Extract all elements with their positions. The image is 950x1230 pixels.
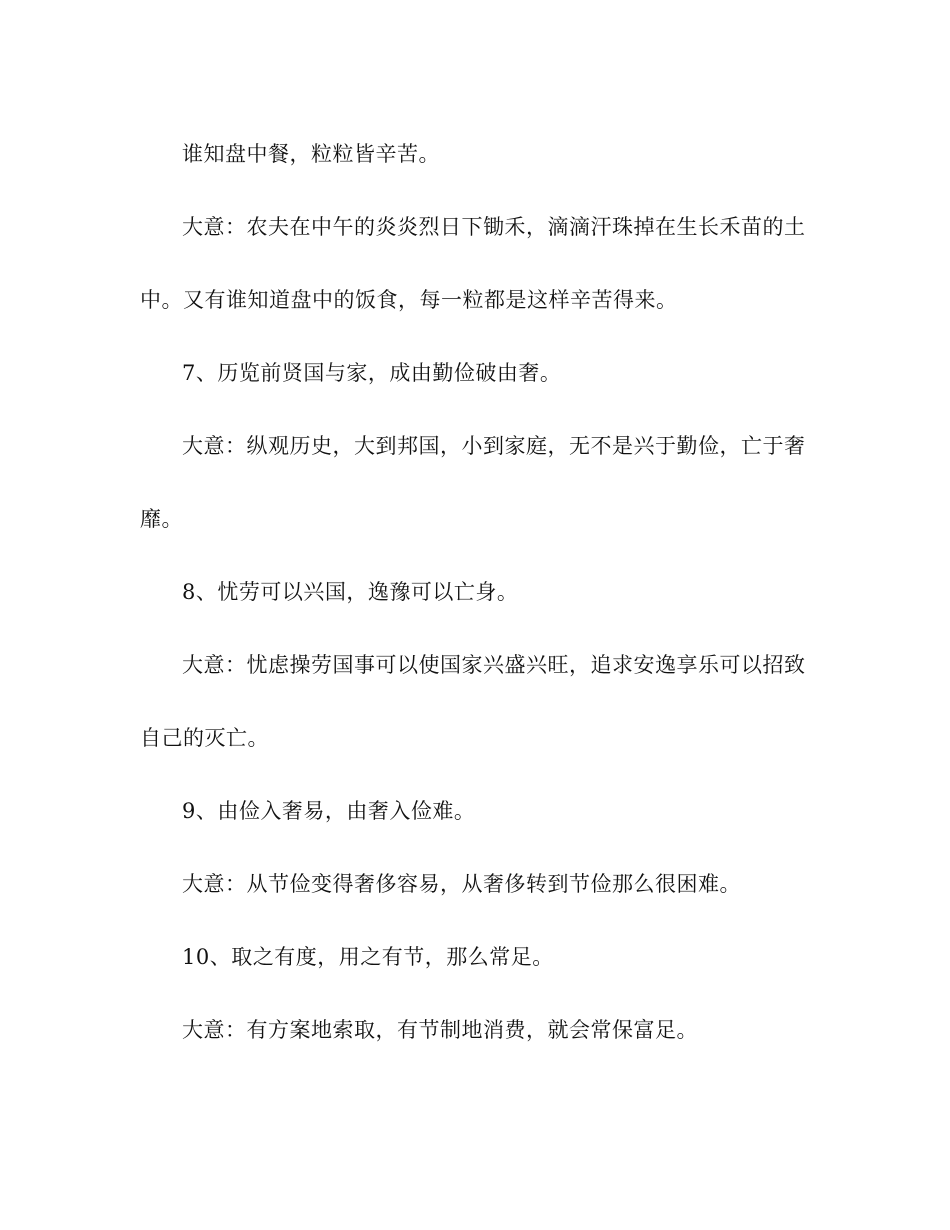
meaning-7-continued: 靡。 (140, 507, 183, 531)
meaning-7: 大意：纵观历史，大到邦国，小到家庭，无不是兴于勤俭，亡于奢 (182, 434, 806, 458)
meaning-9: 大意：从节俭变得奢侈容易，从奢侈转到节俭那么很困难。 (182, 872, 741, 896)
quote-8: 8、忧劳可以兴国，逸豫可以亡身。 (182, 580, 519, 604)
meaning-8-continued: 自己的灭亡。 (140, 726, 269, 750)
quote-10: 10、取之有度，用之有节，那么常足。 (182, 945, 554, 969)
meaning-8: 大意：忧虑操劳国事可以使国家兴盛兴旺，追求安逸享乐可以招致 (182, 653, 806, 677)
quote-7: 7、历览前贤国与家，成由勤俭破由奢。 (182, 361, 562, 385)
meaning-line-continued: 中。又有谁知道盘中的饭食，每一粒都是这样辛苦得来。 (140, 288, 678, 312)
meaning-line: 大意：农夫在中午的炎炎烈日下锄禾，滴滴汗珠掉在生长禾苗的土 (182, 215, 806, 239)
poem-line: 谁知盘中餐，粒粒皆辛苦。 (182, 142, 440, 166)
quote-9: 9、由俭入奢易，由奢入俭难。 (182, 799, 476, 823)
meaning-10: 大意：有方案地索取，有节制地消费，就会常保富足。 (182, 1018, 698, 1042)
